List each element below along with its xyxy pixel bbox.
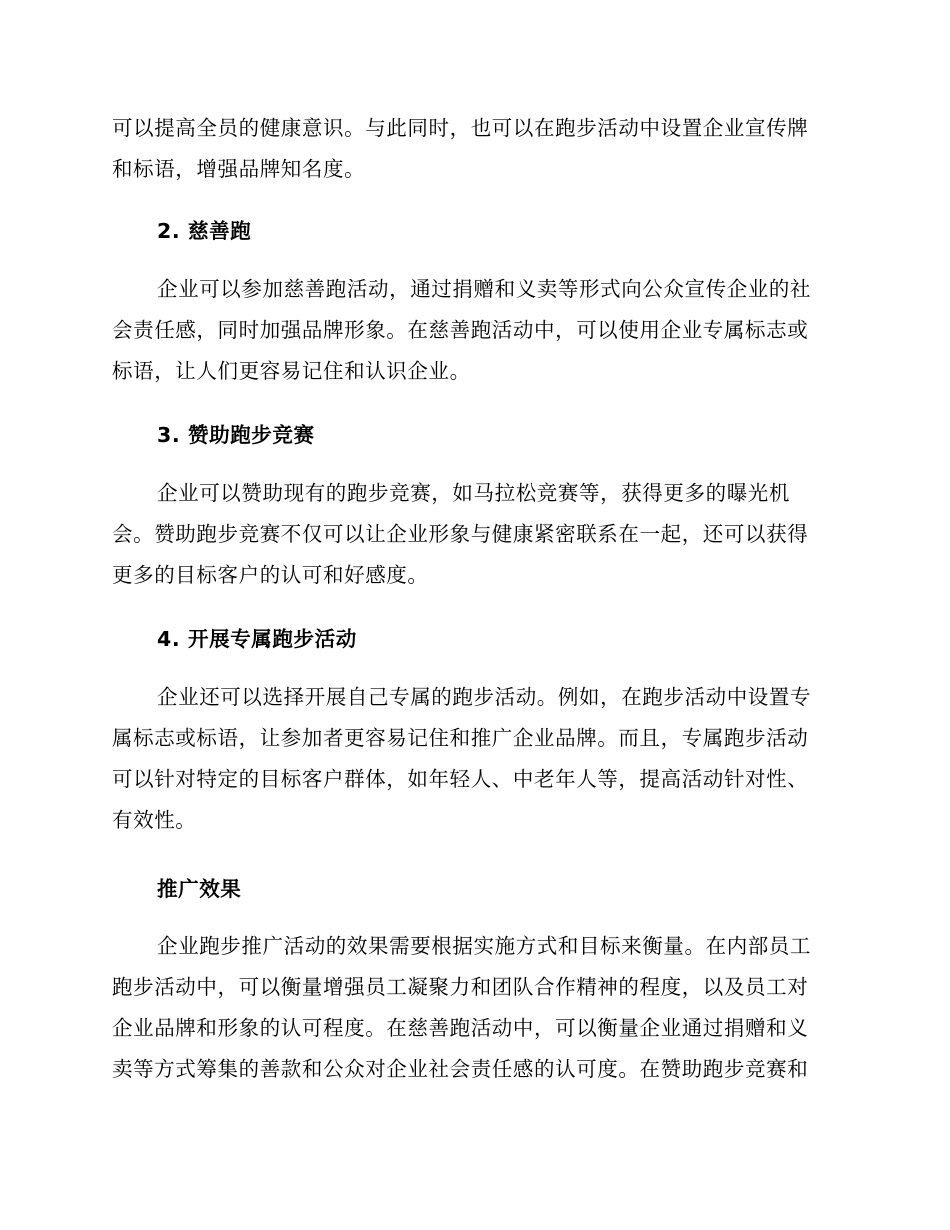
paragraph-line: 企业跑步推广活动的效果需要根据实施方式和目标来衡量。在内部员工 xyxy=(157,934,812,958)
paragraph-line: 企业还可以选择开展自己专属的跑步活动。例如，在跑步活动中设置专 xyxy=(157,685,812,709)
paragraph-charity-run xyxy=(112,269,838,392)
paragraph-line: 可以提高全员的健康意识。与此同时，也可以在跑步活动中设置企业宣传牌 xyxy=(112,116,809,140)
section-heading-charity-run: 2. 慈善跑 xyxy=(157,219,252,243)
paragraph-line: 标语，让人们更容易记住和认识企业。 xyxy=(112,359,471,383)
paragraph-line: 企业品牌和形象的认可程度。在慈善跑活动中，可以衡量企业通过捐赠和义 xyxy=(112,1016,809,1040)
paragraph-exclusive-run xyxy=(112,677,838,841)
paragraph-line: 卖等方式筹集的善款和公众对企业社会责任感的认可度。在赞助跑步竞赛和 xyxy=(112,1057,809,1081)
paragraph-promotion-effect xyxy=(112,926,838,1090)
paragraph-line: 可以针对特定的目标客户群体，如年轻人、中老年人等，提高活动针对性、 xyxy=(112,767,809,791)
paragraph-sponsor-race xyxy=(112,473,838,596)
section-heading-sponsor-race: 3. 赞助跑步竞赛 xyxy=(157,423,315,447)
paragraph-line: 会责任感，同时加强品牌形象。在慈善跑活动中，可以使用企业专属标志或 xyxy=(112,318,809,342)
paragraph-line: 更多的目标客户的认可和好感度。 xyxy=(112,563,429,587)
paragraph-line: 会。赞助跑步竞赛不仅可以让企业形象与健康紧密联系在一起，还可以获得 xyxy=(112,522,809,546)
section-heading-exclusive-run: 4. 开展专属跑步活动 xyxy=(157,627,357,651)
section-heading-promotion-effect: 推广效果 xyxy=(157,877,242,901)
paragraph-line: 有效性。 xyxy=(112,808,197,832)
paragraph-line: 属标志或标语，让参加者更容易记住和推广企业品牌。而且，专属跑步活动 xyxy=(112,726,809,750)
paragraph-intro-continuation xyxy=(112,108,838,190)
paragraph-line: 和标语，增强品牌知名度。 xyxy=(112,157,366,181)
paragraph-line: 企业可以赞助现有的跑步竞赛，如马拉松竞赛等，获得更多的曝光机 xyxy=(157,481,790,505)
paragraph-line: 跑步活动中，可以衡量增强员工凝聚力和团队合作精神的程度，以及员工对 xyxy=(112,975,809,999)
paragraph-line: 企业可以参加慈善跑活动，通过捐赠和义卖等形式向公众宣传企业的社 xyxy=(157,277,812,301)
